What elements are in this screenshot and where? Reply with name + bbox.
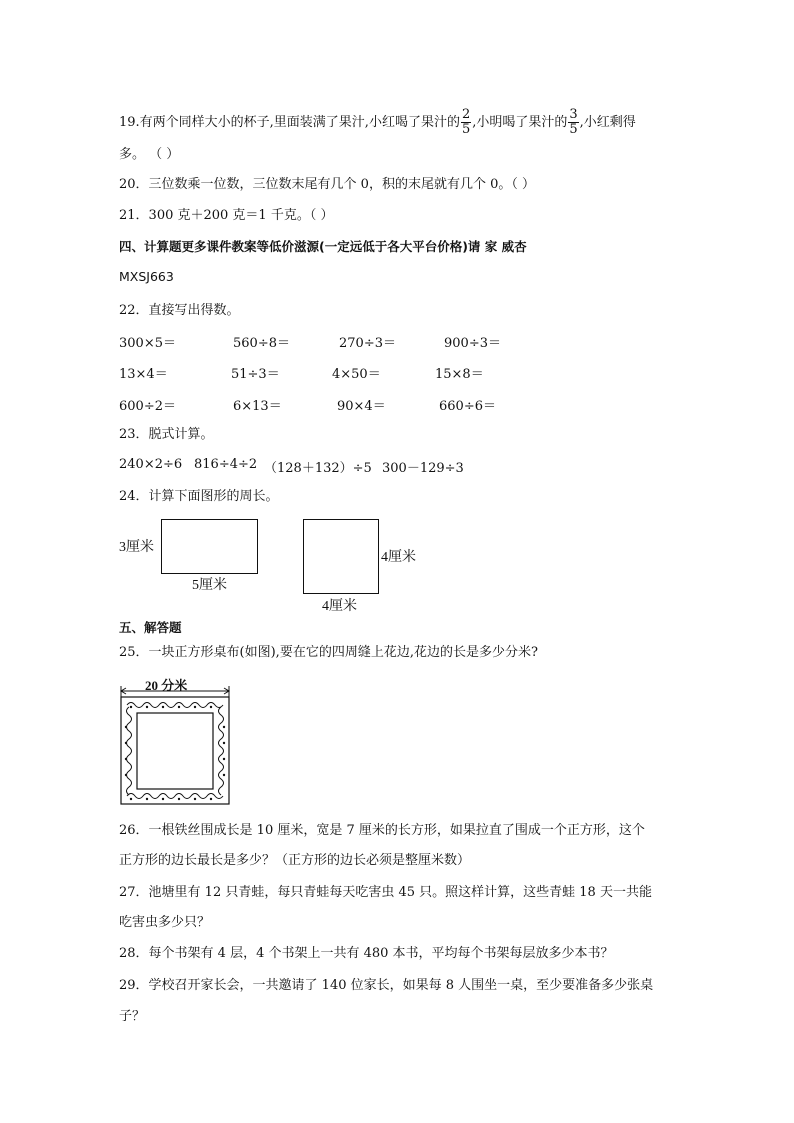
calc-row-2	[119, 363, 719, 381]
q19-text-after: ,小红剩得	[579, 115, 636, 130]
calc-item: 90×4＝	[337, 399, 386, 414]
section-5-title: 五、解答题	[119, 620, 182, 635]
calc-row-1	[119, 332, 719, 350]
calc-item: 51÷3＝	[231, 367, 280, 382]
step-calc-item: 816÷4÷2	[194, 457, 258, 472]
fraction-three-fifths: $\frac{3}{5}$	[569, 107, 578, 137]
calc-item: 660÷6＝	[439, 399, 496, 414]
square-side-label: 4厘米	[381, 550, 416, 565]
question-21: 21．300 克＋200 克＝1 千克。（ ）	[119, 208, 334, 223]
fraction-two-fifths: $\frac{2}{5}$	[461, 107, 471, 137]
rect-length-label: 5厘米	[192, 578, 227, 593]
question-26-line1: 26．一根铁丝围成长是 10 厘米，宽是 7 厘米的长方形，如果拉直了围成一个正方形，这个	[119, 823, 645, 838]
q19-text-middle: ,小明喝了果汁的	[472, 115, 568, 130]
rect-width-label: 3厘米	[119, 540, 154, 555]
question-19-line1	[119, 108, 636, 137]
section-4-code: MXSJ663	[119, 269, 174, 284]
section-4-title: 四、计算题更多课件教案等低价滋源(一定远低于各大平台价格)请 家 威杏	[119, 239, 527, 254]
calc-item: 600÷2＝	[119, 399, 176, 414]
question-27-line1: 27．池塘里有 12 只青蛙，每只青蛙每天吃害虫 45 只。照这样计算，这些青蛙 18 天一共能	[119, 885, 652, 900]
question-28: 28．每个书架有 4 层，4 个书架上一共有 480 本书，平均每个书架每层放多少本书？	[119, 946, 614, 961]
question-29-line1: 29．学校召开家长会，一共邀请了 140 位家长，如果每 8 人围坐一桌，至少要准备多少张桌	[119, 978, 654, 993]
tablecloth-figure	[115, 683, 235, 807]
calc-item: 15×8＝	[435, 367, 484, 382]
rectangle-figure	[161, 519, 258, 574]
step-calc-item: （128＋132）÷5	[264, 461, 372, 476]
question-25: 25．一块正方形桌布(如图),要在它的四周缝上花边,花边的长是多少分米?	[119, 645, 538, 660]
question-22: 22．直接写出得数。	[119, 303, 240, 318]
calc-item: 900÷3＝	[444, 336, 501, 351]
question-23: 23．脱式计算。	[119, 427, 214, 442]
calc-row-3	[119, 395, 719, 413]
calc-item: 270÷3＝	[339, 336, 396, 351]
q19-text-before: 19.有两个同样大小的杯子,里面装满了果汁,小红喝了果汁的	[119, 115, 460, 130]
calc-item: 300×5＝	[119, 336, 176, 351]
question-29-line2: 子？	[119, 1009, 146, 1024]
calc-item: 4×50＝	[332, 367, 381, 382]
calc-item: 13×4＝	[119, 367, 168, 382]
step-calc-item: 240×2÷6	[119, 457, 183, 472]
question-20: 20．三位数乘一位数，三位数末尾有几个 0，积的末尾就有几个 0。（ ）	[119, 177, 535, 192]
square-bottom-label: 4厘米	[322, 599, 357, 614]
step-calc-item: 300－129÷3	[382, 461, 464, 476]
question-26-line2: 正方形的边长最长是多少？（正方形的边长必须是整厘米数）	[119, 853, 471, 868]
tablecloth-dimension-label: 20 分米	[143, 675, 189, 694]
calc-item: 560÷8＝	[233, 336, 290, 351]
calc-item: 6×13＝	[233, 399, 282, 414]
square-figure	[303, 519, 379, 594]
question-24: 24．计算下面图形的周长。	[119, 489, 279, 504]
question-27-line2: 吃害虫多少只？	[119, 915, 211, 930]
question-19-line2: 多。 （ ）	[119, 147, 180, 162]
step-calc-row	[119, 457, 719, 475]
